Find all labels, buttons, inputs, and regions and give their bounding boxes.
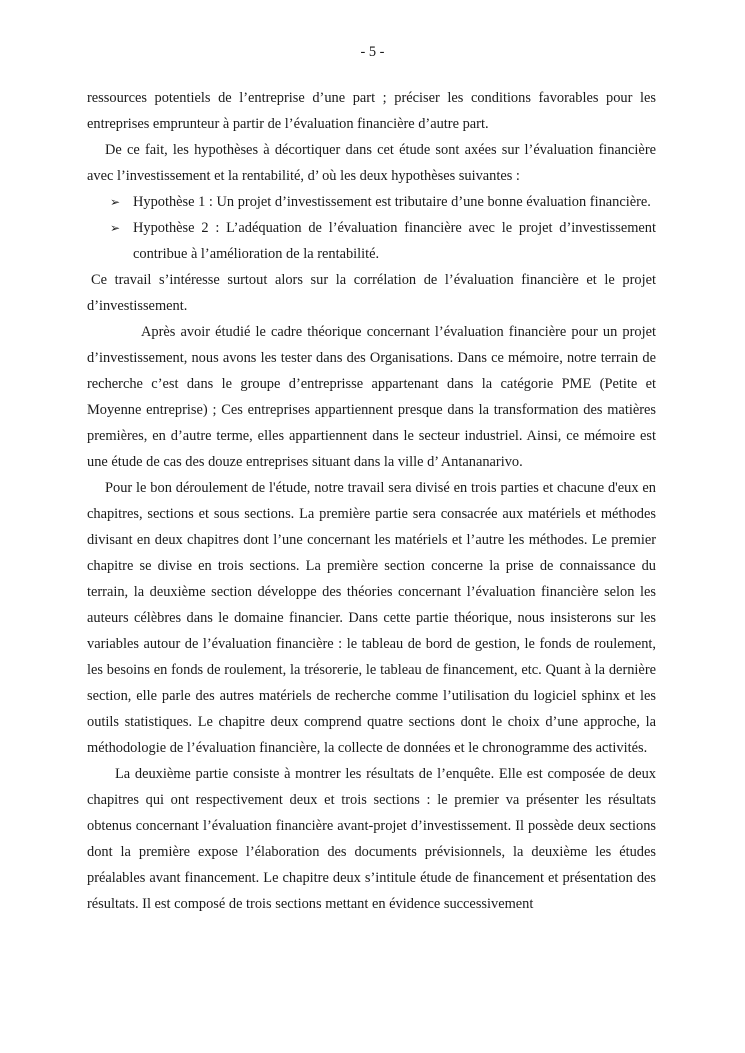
page-number: - 5 - <box>360 44 385 60</box>
hypothesis-item <box>87 215 656 267</box>
hypothesis-item <box>87 189 656 215</box>
paragraph-part-two: La deuxième partie consiste à montrer les résultats de l’enquête. Elle est composée de deux chapitres qui ont respectivement deux et trois sections : le premier va présenter les résultats obtenus concernant l’évaluation financière avant-projet d’investissement. Il possède deux sections dont la première expose l’élaboration des documents prévisionnels, la deuxième les études préalables avant financement. Le chapitre deux s’intitule étude de financement et présentation des résultats. Il est composé de trois sections mettant en évidence successivement <box>87 766 656 912</box>
paragraph-part-one: Pour le bon déroulement de l'étude, notre travail sera divisé en trois parties et chacune d'eux en chapitres, sections et sous sections. La première partie sera consacrée aux matériels et méthodes divisant en deux chapitres dont l’une concernant les matériels et l’autre les méthodes. Le premier chapitre se divise en trois sections. La première section concerne la prise de connaissance du terrain, la deuxième section développe des théories concernant l’évaluation financière selon les auteurs célèbres dans le domaine financier. Dans cette partie théorique, nous insisterons sur les variables autour de l’évaluation financière : le tableau de bord de gestion, le fonds de roulement, les besoins en fonds de roulement, la trésorerie, le tableau de financement, etc. Quant à la dernière section, elle parle des autres matériels de recherche comme l’utilisation du logiciel sphinx et les outils statistiques. Le chapitre deux comprend quatre sections dont le choix d’une approche, la méthodologie de l’évaluation financière, la collecte de données et le chronogramme des activités. <box>87 480 656 756</box>
paragraph-intro-continuation: ressources potentiels de l’entreprise d’une part ; préciser les conditions favorables pour les entreprises emprunteur à partir de l’évaluation financière d’autre part. <box>87 90 656 132</box>
arrow-bullet-icon: ➢ <box>110 195 121 209</box>
hypothesis-text: Hypothèse 1 : Un projet d’investissement est tributaire d’une bonne évaluation financière. <box>133 194 651 210</box>
hypotheses-list <box>87 189 656 267</box>
document-body <box>87 85 656 917</box>
paragraph-correlation: Ce travail s’intéresse surtout alors sur la corrélation de l’évaluation financière et le projet d’investissement. <box>87 272 656 314</box>
paragraph-hypotheses-intro: De ce fait, les hypothèses à décortiquer dans cet étude sont axées sur l’évaluation financière avec l’investissement et la rentabilité, d’ où les deux hypothèses suivantes : <box>87 142 656 184</box>
hypothesis-text: Hypothèse 2 : L’adéquation de l’évaluation financière avec le projet d’investissement contribue à l’amélioration de la rentabilité. <box>133 220 656 262</box>
arrow-bullet-icon: ➢ <box>110 221 121 235</box>
paragraph-case-study: Après avoir étudié le cadre théorique concernant l’évaluation financière pour un projet d’investissement, nous avons les tester dans des Organisations. Dans ce mémoire, notre terrain de recherche c’est dans le groupe d’entreprisse appartenant dans la catégorie PME (Petite et Moyenne entreprise) ; Ces entreprises appartiennent presque dans la transformation des matières premières, en d’autre terme, elles appartiennent dans le secteur industriel. Ainsi, ce mémoire est une étude de cas des douze entreprises situant dans la ville d’ Antananarivo. <box>87 324 656 470</box>
